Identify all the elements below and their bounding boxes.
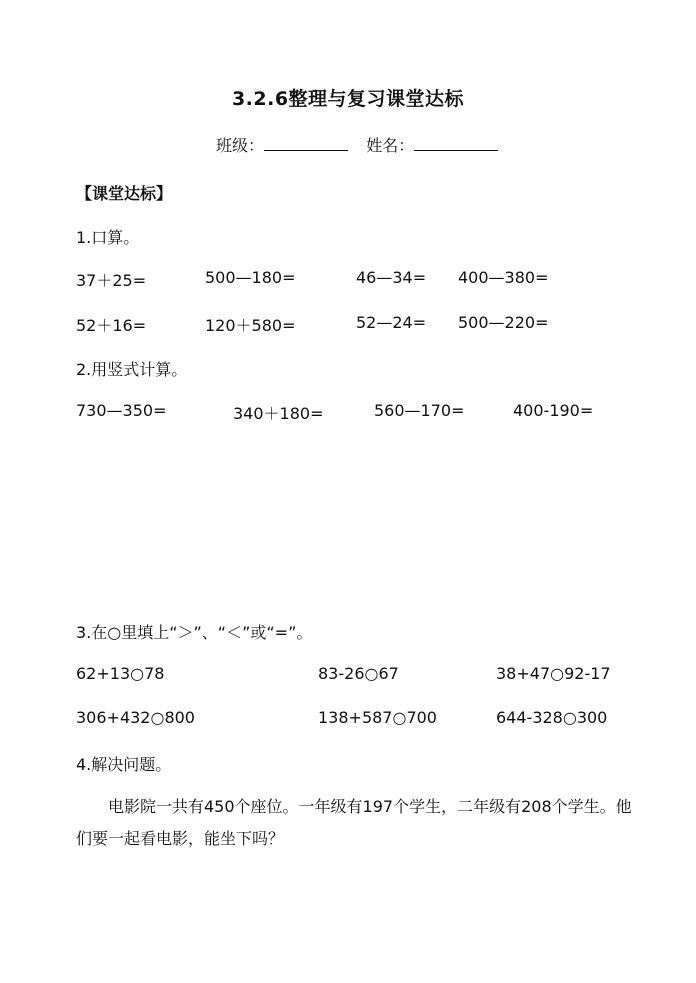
q4-heading: 4.解决问题。 <box>76 755 172 774</box>
q3-r2-c2: 138+587○700 <box>318 708 437 727</box>
q1-r2-c3: 52—24= <box>356 313 427 332</box>
q2-item-2: 340＋180= <box>233 404 324 423</box>
q1-r1-c4: 400—380= <box>458 268 549 287</box>
name-blank <box>414 136 498 151</box>
q1-r2-c4: 500—220= <box>458 313 549 332</box>
q3-heading: 3.在○里填上“＞”、“＜”或“=”。 <box>76 623 313 642</box>
q2-heading: 2.用竖式计算。 <box>76 360 188 379</box>
q2-item-1: 730—350= <box>76 401 167 420</box>
class-blank <box>264 136 348 151</box>
section-heading: 【课堂达标】 <box>76 184 173 203</box>
q1-heading: 1.口算。 <box>76 228 140 247</box>
q1-r1-c1: 37＋25= <box>76 271 147 290</box>
q1-r1-c2: 500—180= <box>205 268 296 287</box>
q3-r1-c1: 62+13○78 <box>76 664 165 683</box>
class-name-header <box>216 133 498 156</box>
name-label: 姓名： <box>366 136 415 155</box>
q3-r1-c3: 38+47○92-17 <box>496 664 611 683</box>
q3-r2-c3: 644-328○300 <box>496 708 608 727</box>
q1-r2-c2: 120＋580= <box>205 316 296 335</box>
q3-r1-c2: 83-26○67 <box>318 664 399 683</box>
q1-r1-c3: 46—34= <box>356 268 427 287</box>
q3-r2-c1: 306+432○800 <box>76 708 195 727</box>
q2-item-4: 400-190= <box>513 401 594 420</box>
page-title: 3.2.6整理与复习课堂达标 <box>231 88 465 110</box>
q4-problem-text: 电影院一共有450个座位。一年级有197个学生，二年级有208个学生。他们要一起看电影，能坐下吗？ <box>76 797 632 848</box>
q2-item-3: 560—170= <box>374 401 465 420</box>
class-label: 班级： <box>216 136 265 155</box>
q1-r2-c1: 52＋16= <box>76 316 147 335</box>
